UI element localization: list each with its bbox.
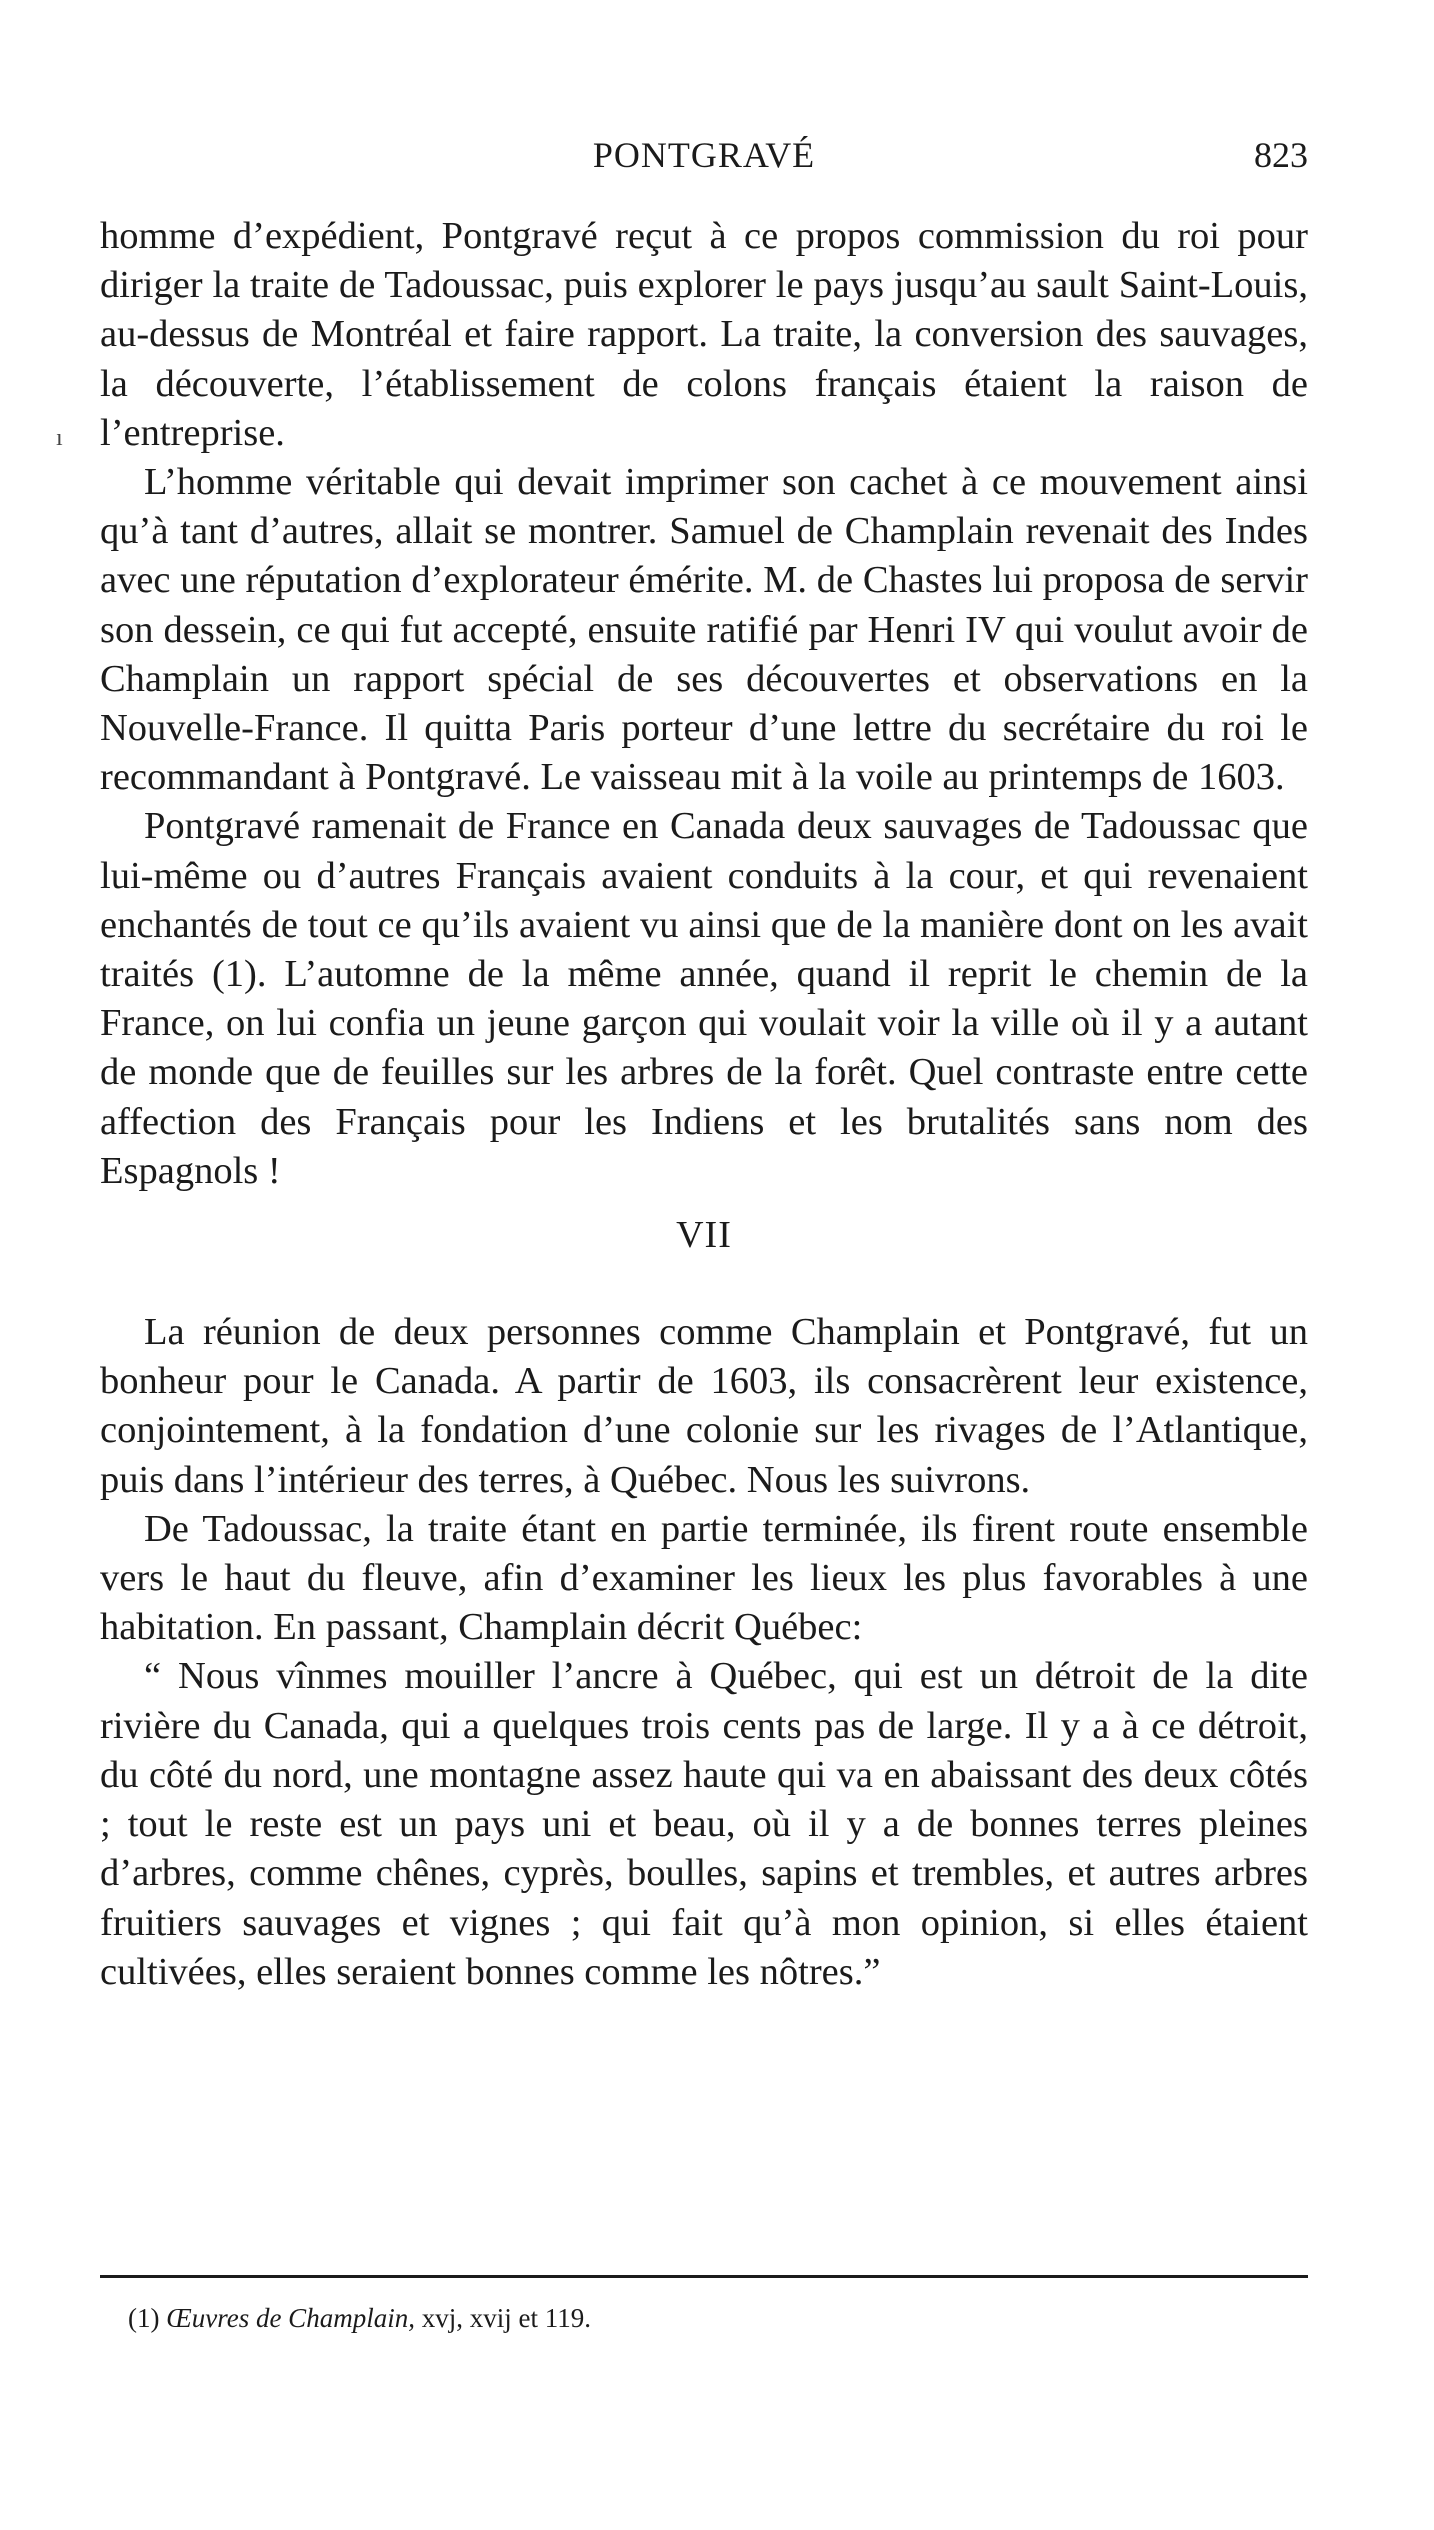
footnote-title: Œuvres de Champlain, [166,2303,415,2333]
footnote-divider [100,2275,1308,2278]
paragraph-tadoussac-natives: Pontgravé ramenait de France en Canada deux sauvages de Tadoussac que lui-même ou d’autres Français avaient conduits à la cour, et qui revenaient enchantés de tout ce qu’ils avaient vu ainsi que de la manière dont on les avait traités (1). L’automne de la même année, quand il reprit le chemin de la France, on lui confia un jeune garçon qui voulait voir la ville où il y a autant de monde que de feuilles sur les arbres de la forêt. Quel contraste entre cette affection des Français pour les Indiens et les brutalités sans nom des Espagnols ! [100,805,1308,1192]
page-header [100,134,1308,184]
section-heading: VII [676,1214,732,1257]
paragraph-continuation: homme d’expédient, Pontgravé reçut à ce propos commission du roi pour diriger la traite de Tadoussac, puis explorer le pays jusqu’au sault Saint-Louis, au-dessus de Montréal et faire rapport. La traite, la conversion des sauvages, la découverte, l’établissement de colons français étaient la raison de l’entreprise. [100,215,1308,454]
paragraph-champlain-arrival: L’homme véritable qui devait imprimer son cachet à ce mouvement ainsi qu’à tant d’autres, allait se montrer. Samuel de Champlain revenait des Indes avec une réputation d’explorateur émérite. M. de Chastes lui proposa de servir son dessein, ce qui fut accepté, ensuite ratifié par Henri IV qui voulut avoir de Champlain un rapport spécial de ses découvertes et observations en la Nouvelle-France. Il quitta Paris porteur d’une lettre du secrétaire du roi le recommandant à Pontgravé. Le vaisseau mit à la voile au printemps de 1603. [100,461,1308,799]
paragraph-tadoussac-route: De Tadoussac, la traite étant en partie terminée, ils firent route ensemble vers le haut du fleuve, afin d’examiner les lieux les plus favorables à une habitation. En passant, Champlain décrit Québec: [100,1507,1308,1649]
footnote-marker: (1) [128,2303,160,2333]
footnote-pages: xvj, xvij et 119. [421,2303,591,2333]
paragraph-reunion: La réunion de deux personnes comme Champlain et Pontgravé, fut un bonheur pour le Canada. A partir de 1603, ils consacrèrent leur existence, conjointement, à la fondation d’une colonie sur les rivages de l’Atlantique, puis dans l’intérieur des terres, à Québec. Nous les suivrons. [100,1311,1308,1501]
page-number: 823 [1254,135,1308,175]
paragraph-quebec-quote: “ Nous vînmes mouiller l’ancre à Québec, qui est un détroit de la dite rivière du Canada, qui a quelques trois cents pas de large. Il y a à ce détroit, du côté du nord, une montagne assez haute qui va en abaissant des deux côtés ; tout le reste est un pays uni et beau, où il y a de bonnes terres pleines d’arbres, comme chênes, cyprès, boulles, sapins et trembles, et autres arbres fruitiers sauvages et vignes ; qui fait qu’à mon opinion, si elles étaient cultivées, elles seraient bonnes comme les nôtres.” [100,1655,1308,1993]
footnote [128,2300,591,2336]
body-text [100,212,1308,1997]
margin-mark: ı [56,425,63,451]
running-head: PONTGRAVÉ [592,135,816,175]
